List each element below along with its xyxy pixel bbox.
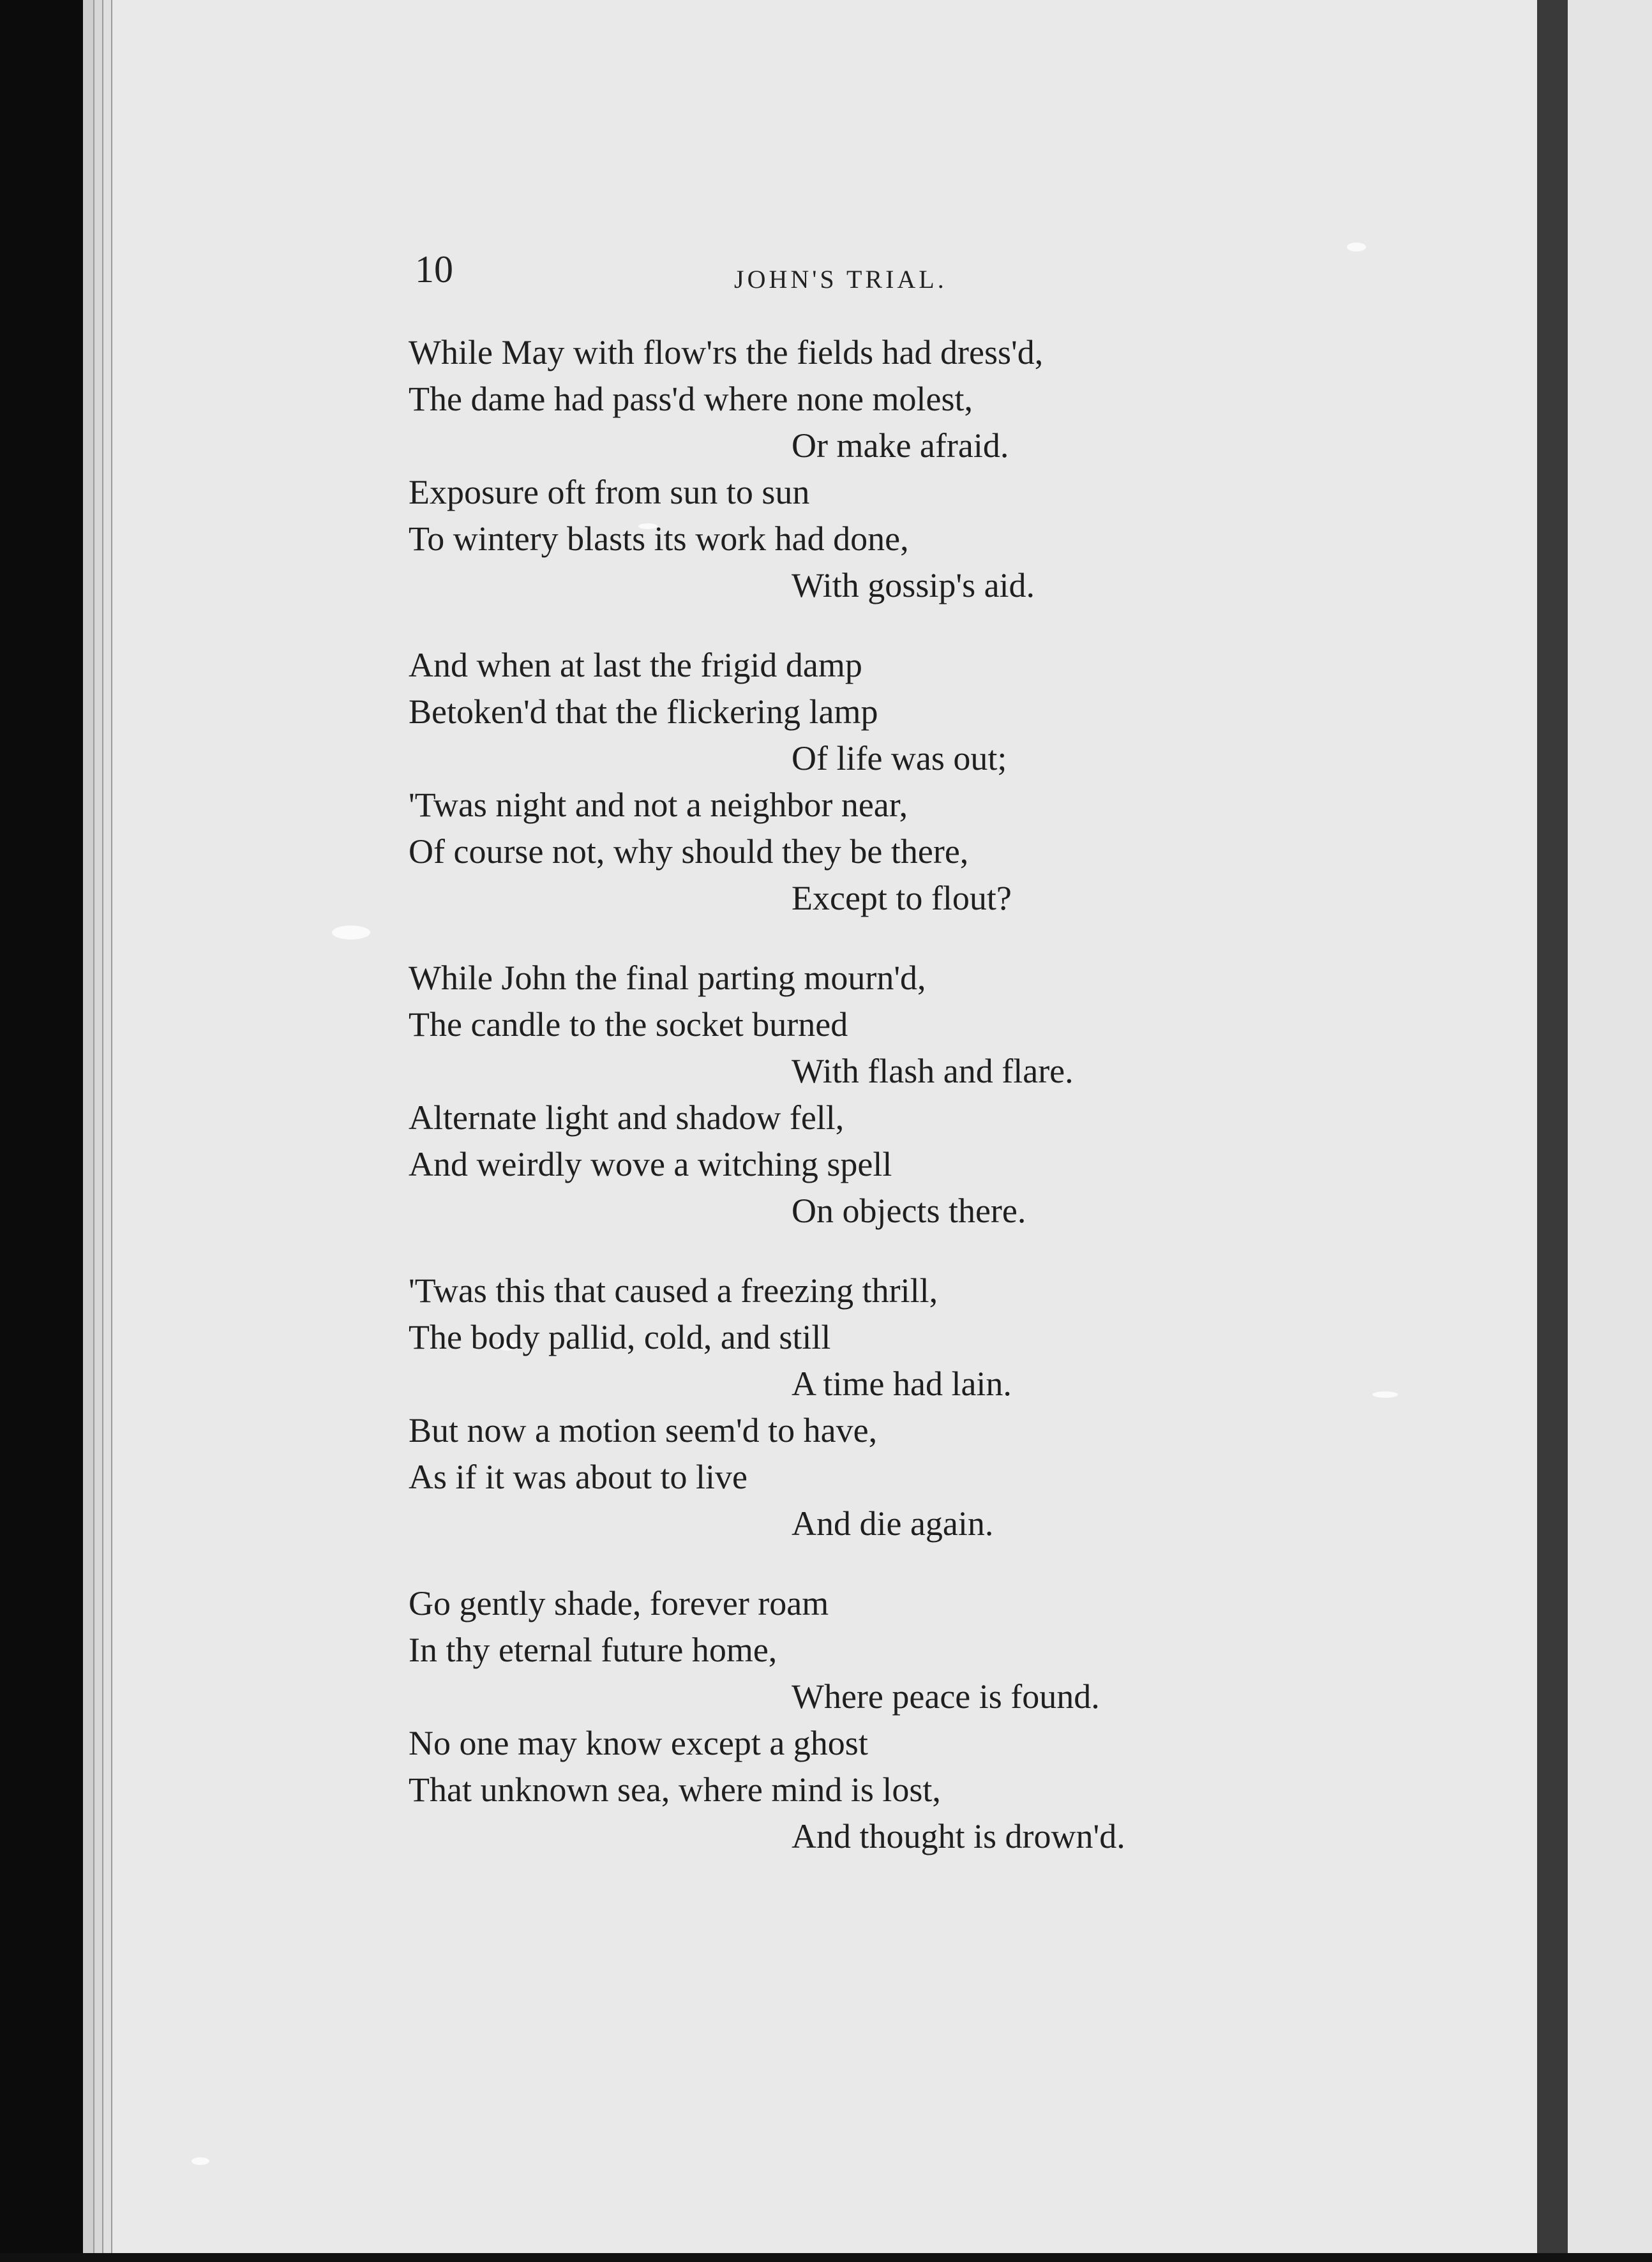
- stanza: [409, 642, 1238, 922]
- poem-line: Alternate light and shadow fell,: [409, 1098, 845, 1137]
- poem-line: Of course not, why should they be there,: [409, 832, 969, 871]
- poem-line: The dame had pass'd where none molest,: [409, 380, 973, 418]
- poem-line: Betoken'd that the flickering lamp: [409, 693, 878, 731]
- poem-line-indented: A time had lain.: [792, 1365, 1012, 1403]
- stanza: [409, 329, 1238, 609]
- poem-line-indented: Or make afraid.: [792, 426, 1009, 465]
- poem-line: To wintery blasts its work had done,: [409, 520, 909, 558]
- poem-line: That unknown sea, where mind is lost,: [409, 1771, 941, 1809]
- scan-speck: [332, 925, 370, 940]
- page-number: 10: [415, 248, 453, 290]
- page-edge: [103, 0, 112, 2253]
- poem-line: In thy eternal future home,: [409, 1631, 777, 1669]
- scan-bottom-edge: [0, 2253, 1652, 2262]
- poem: [409, 329, 1238, 1893]
- scan-speck: [1347, 243, 1366, 251]
- poem-line: 'Twas this that caused a freezing thrill,: [409, 1271, 938, 1310]
- poem-line: As if it was about to live: [409, 1458, 747, 1496]
- poem-line-indented: Of life was out;: [792, 739, 1007, 777]
- poem-line: While John the final parting mourn'd,: [409, 959, 926, 997]
- poem-line: Exposure oft from sun to sun: [409, 473, 810, 511]
- poem-line: The candle to the socket burned: [409, 1005, 848, 1044]
- poem-line-indented: And thought is drown'd.: [792, 1817, 1125, 1855]
- poem-line: No one may know except a ghost: [409, 1724, 868, 1762]
- facing-page-edge: [1568, 0, 1652, 2262]
- poem-line-indented: With flash and flare.: [792, 1052, 1074, 1090]
- book-gutter: [1537, 0, 1568, 2262]
- scan-speck: [1372, 1391, 1398, 1398]
- stanza: [409, 1268, 1238, 1547]
- scan-background: [0, 0, 83, 2262]
- poem-line-indented: On objects there.: [792, 1192, 1026, 1230]
- poem-line-indented: And die again.: [792, 1504, 994, 1543]
- poem-line: The body pallid, cold, and still: [409, 1318, 831, 1356]
- poem-line-indented: Where peace is found.: [792, 1677, 1100, 1716]
- poem-line: And weirdly wove a witching spell: [409, 1145, 892, 1183]
- poem-line: But now a motion seem'd to have,: [409, 1411, 878, 1449]
- poem-line-indented: Except to flout?: [792, 879, 1012, 917]
- page-edge: [94, 0, 103, 2253]
- stanza: [409, 955, 1238, 1234]
- poem-line: And when at last the frigid damp: [409, 646, 862, 684]
- poem-line-indented: With gossip's aid.: [792, 566, 1035, 604]
- running-title: JOHN'S TRIAL.: [734, 265, 947, 294]
- poem-line: 'Twas night and not a neighbor near,: [409, 786, 908, 824]
- scan-speck: [191, 2157, 209, 2165]
- page-edge: [83, 0, 94, 2253]
- poem-line: Go gently shade, forever roam: [409, 1584, 829, 1622]
- stanza: [409, 1580, 1238, 1860]
- poem-line: While May with flow'rs the fields had dress'd,: [409, 333, 1044, 371]
